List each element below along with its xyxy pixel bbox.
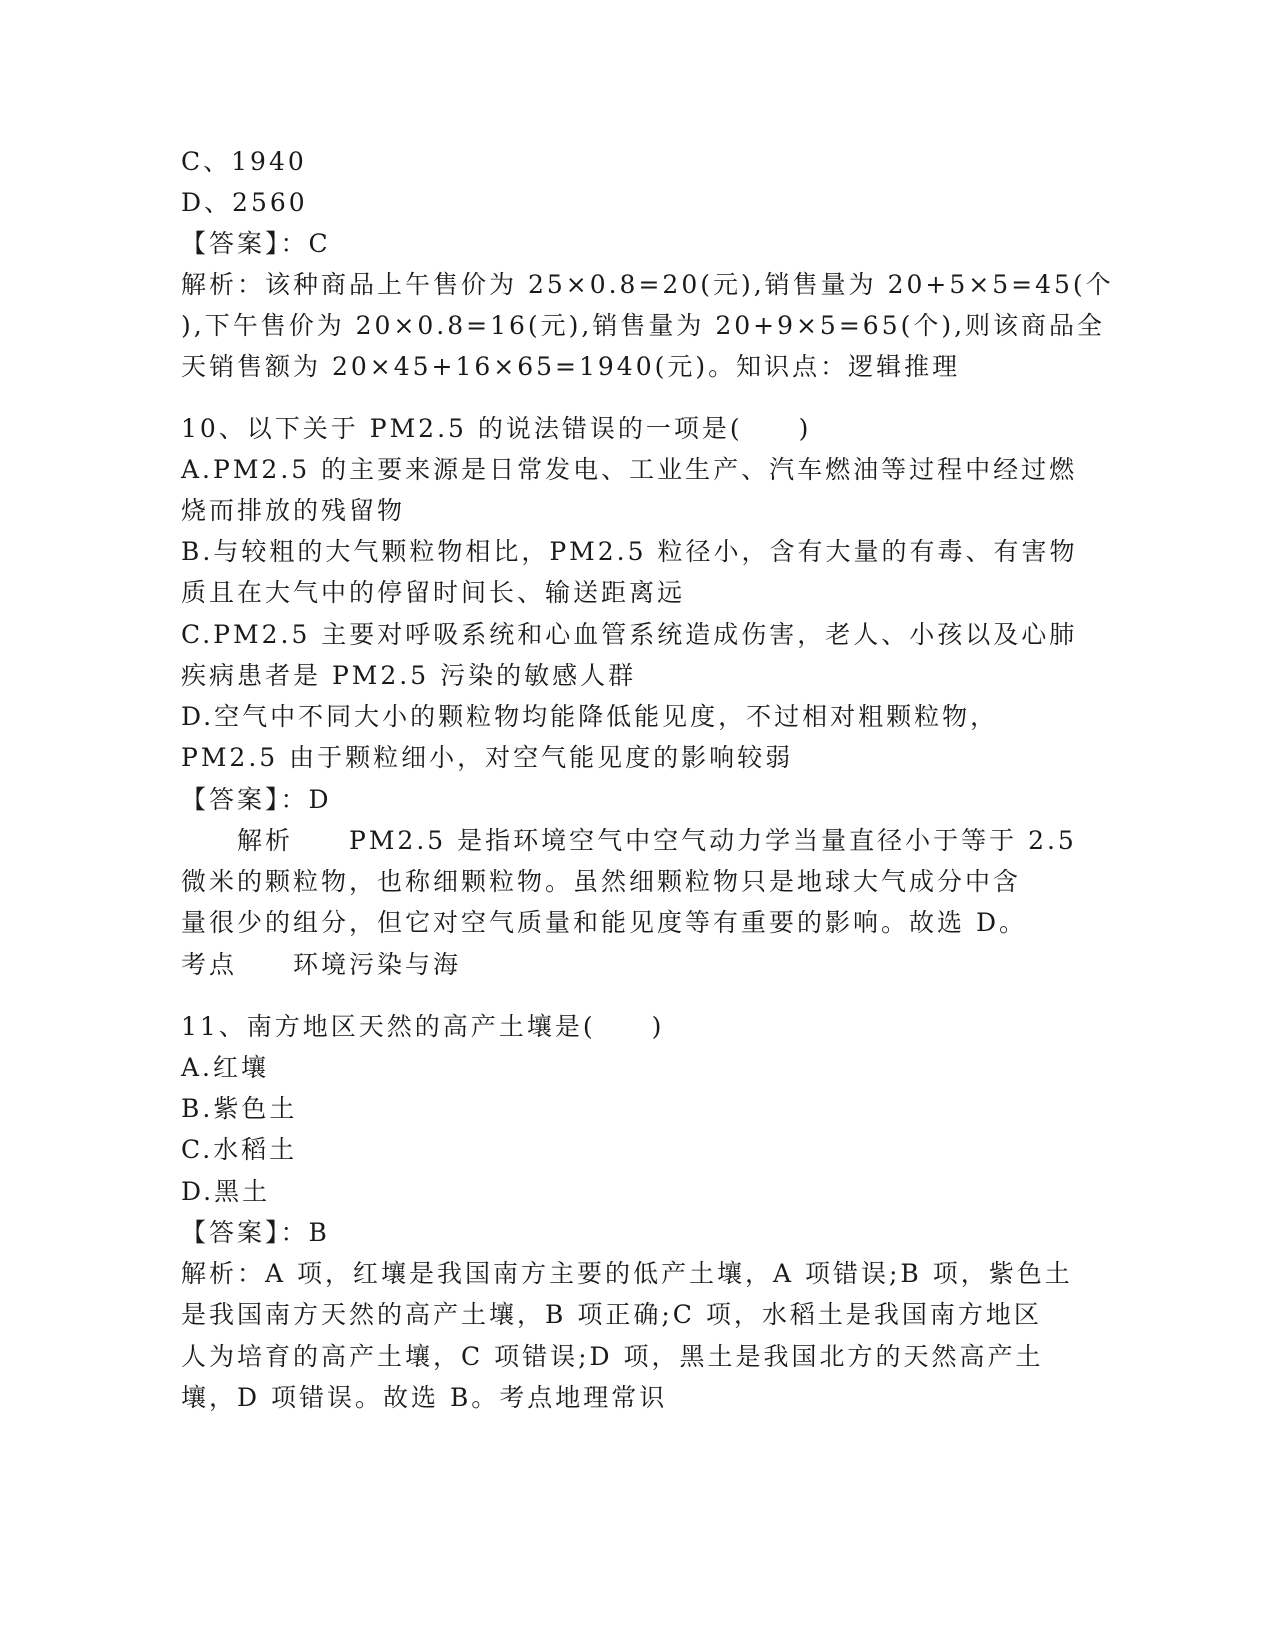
q11-analysis-line: 解析：A 项，红壤是我国南方主要的低产土壤，A 项错误;B 项，紫色土 (181, 1259, 1073, 1288)
q10-analysis-line: 解析 PM2.5 是指环境空气中空气动力学当量直径小于等于 2.5 (181, 826, 1077, 855)
q11-option: C.水稻土 (181, 1135, 298, 1164)
q10-option-line: C.PM2.5 主要对呼吸系统和心血管系统造成伤害，老人、小孩以及心肺 (181, 620, 1078, 649)
q9-option-d: D、2560 (181, 188, 308, 217)
q9-analysis-line: ),下午售价为 20×0.8=16(元),销售量为 20+9×5=65(个),则该商品全 (181, 311, 1106, 340)
q11-analysis-line: 壤，D 项错误。故选 B。考点地理常识 (181, 1383, 668, 1412)
q9-analysis-line: 解析：该种商品上午售价为 25×0.8=20(元),销售量为 20+5×5=45(个 (181, 270, 1114, 299)
q10-option-line: B.与较粗的大气颗粒物相比，PM2.5 粒径小，含有大量的有毒、有害物 (181, 537, 1078, 566)
q10-analysis-line: 考点 环境污染与海 (181, 950, 462, 979)
q10-option-line: 疾病患者是 PM2.5 污染的敏感人群 (181, 661, 637, 690)
q11-analysis-line: 人为培育的高产土壤，C 项错误;D 项，黑土是我国北方的天然高产土 (181, 1342, 1044, 1371)
q9-option-c: C、1940 (181, 147, 307, 176)
q11-option: A.红壤 (181, 1053, 270, 1082)
q11-option: B.紫色土 (181, 1094, 298, 1123)
q11-answer: 【答案】：B (181, 1218, 330, 1247)
q10-option-line: PM2.5 由于颗粒细小，对空气能见度的影响较弱 (181, 743, 794, 772)
q10-option-line: 烧而排放的残留物 (181, 496, 406, 525)
q11-question: 11、南方地区天然的高产土壤是( ) (181, 1012, 665, 1041)
q11-analysis-line: 是我国南方天然的高产土壤，B 项正确;C 项，水稻土是我国南方地区 (181, 1300, 1042, 1329)
q9-analysis-line: 天销售额为 20×45+16×65=1940(元)。知识点：逻辑推理 (181, 352, 961, 381)
q10-option-line: D.空气中不同大小的颗粒物均能降低能见度，不过相对粗颗粒物， (181, 702, 999, 731)
q9-answer: 【答案】：C (181, 229, 331, 258)
q10-option-line: 质且在大气中的停留时间长、输送距离远 (181, 578, 686, 607)
q10-option-line: A.PM2.5 的主要来源是日常发电、工业生产、汽车燃油等过程中经过燃 (181, 455, 1078, 484)
q11-option: D.黑土 (181, 1177, 271, 1206)
q10-question: 10、以下关于 PM2.5 的说法错误的一项是( ) (181, 414, 812, 443)
q10-analysis-line: 量很少的组分，但它对空气质量和能见度等有重要的影响。故选 D。 (181, 908, 1027, 937)
q10-analysis-line: 微米的颗粒物，也称细颗粒物。虽然细颗粒物只是地球大气成分中含 (181, 867, 1022, 896)
q10-answer: 【答案】：D (181, 785, 332, 814)
